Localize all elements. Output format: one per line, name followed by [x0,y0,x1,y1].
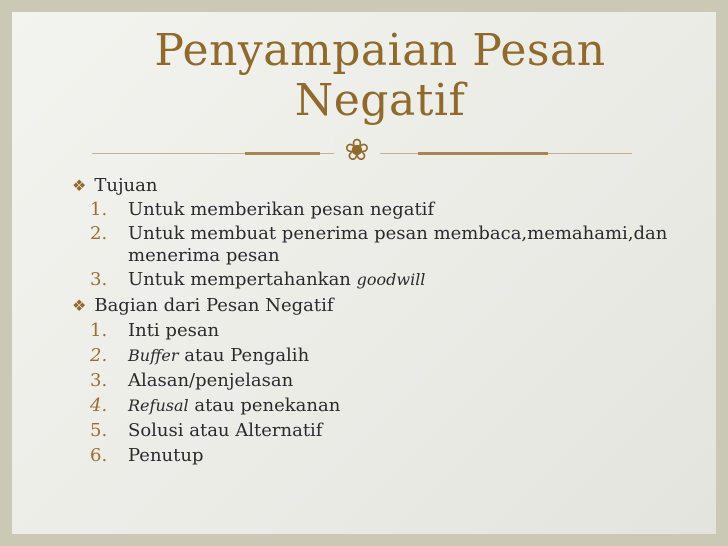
list-number: 2. [90,345,108,366]
list-item [90,420,322,442]
bullet-tujuan [72,175,157,197]
list-emphasis: Buffer [128,346,179,365]
list-text: Untuk memberikan pesan negatif [128,199,435,220]
list-item [90,223,667,245]
bullet-label: Bagian dari Pesan Negatif [94,295,334,316]
list-text: Penutup [128,445,204,466]
list-text: atau Pengalih [178,345,310,366]
list-text: Solusi atau Alternatif [128,420,323,441]
swirl-ornament-icon: ❀ [334,136,380,166]
list-number: 6. [90,445,108,466]
list-item [90,199,434,221]
list-item [90,445,204,467]
list-text: Untuk mempertahankan [128,269,357,290]
list-number: 1. [90,320,108,341]
bullet-bagian [72,295,334,317]
list-text: atau penekanan [188,395,341,416]
divider-accent-right [418,152,548,155]
list-item [90,269,425,291]
list-number: 4. [90,395,108,416]
list-emphasis: Refusal [128,396,189,415]
list-number: 5. [90,420,108,441]
bullet-label: Tujuan [94,175,158,196]
list-number: 2. [90,223,108,244]
list-number: 3. [90,370,108,391]
list-item [90,320,219,342]
list-item [90,370,293,392]
list-text: Alasan/penjelasan [128,370,294,391]
list-item [90,345,309,367]
page-title [80,26,680,126]
list-text-continued: menerima pesan [128,245,280,266]
list-number: 3. [90,269,108,290]
divider-accent-left [245,152,320,155]
list-number: 1. [90,199,108,220]
title-line-1: Penyampaian Pesan [154,25,606,76]
list-text: Inti pesan [128,320,220,341]
list-text: Untuk membuat penerima pesan membaca,memahami,dan [128,223,668,244]
bullet-swirl-icon: ❖ [72,176,87,195]
title-line-2: Negatif [294,75,466,126]
list-item [90,395,340,417]
bullet-swirl-icon: ❖ [72,296,87,315]
list-emphasis: goodwill [356,270,426,289]
